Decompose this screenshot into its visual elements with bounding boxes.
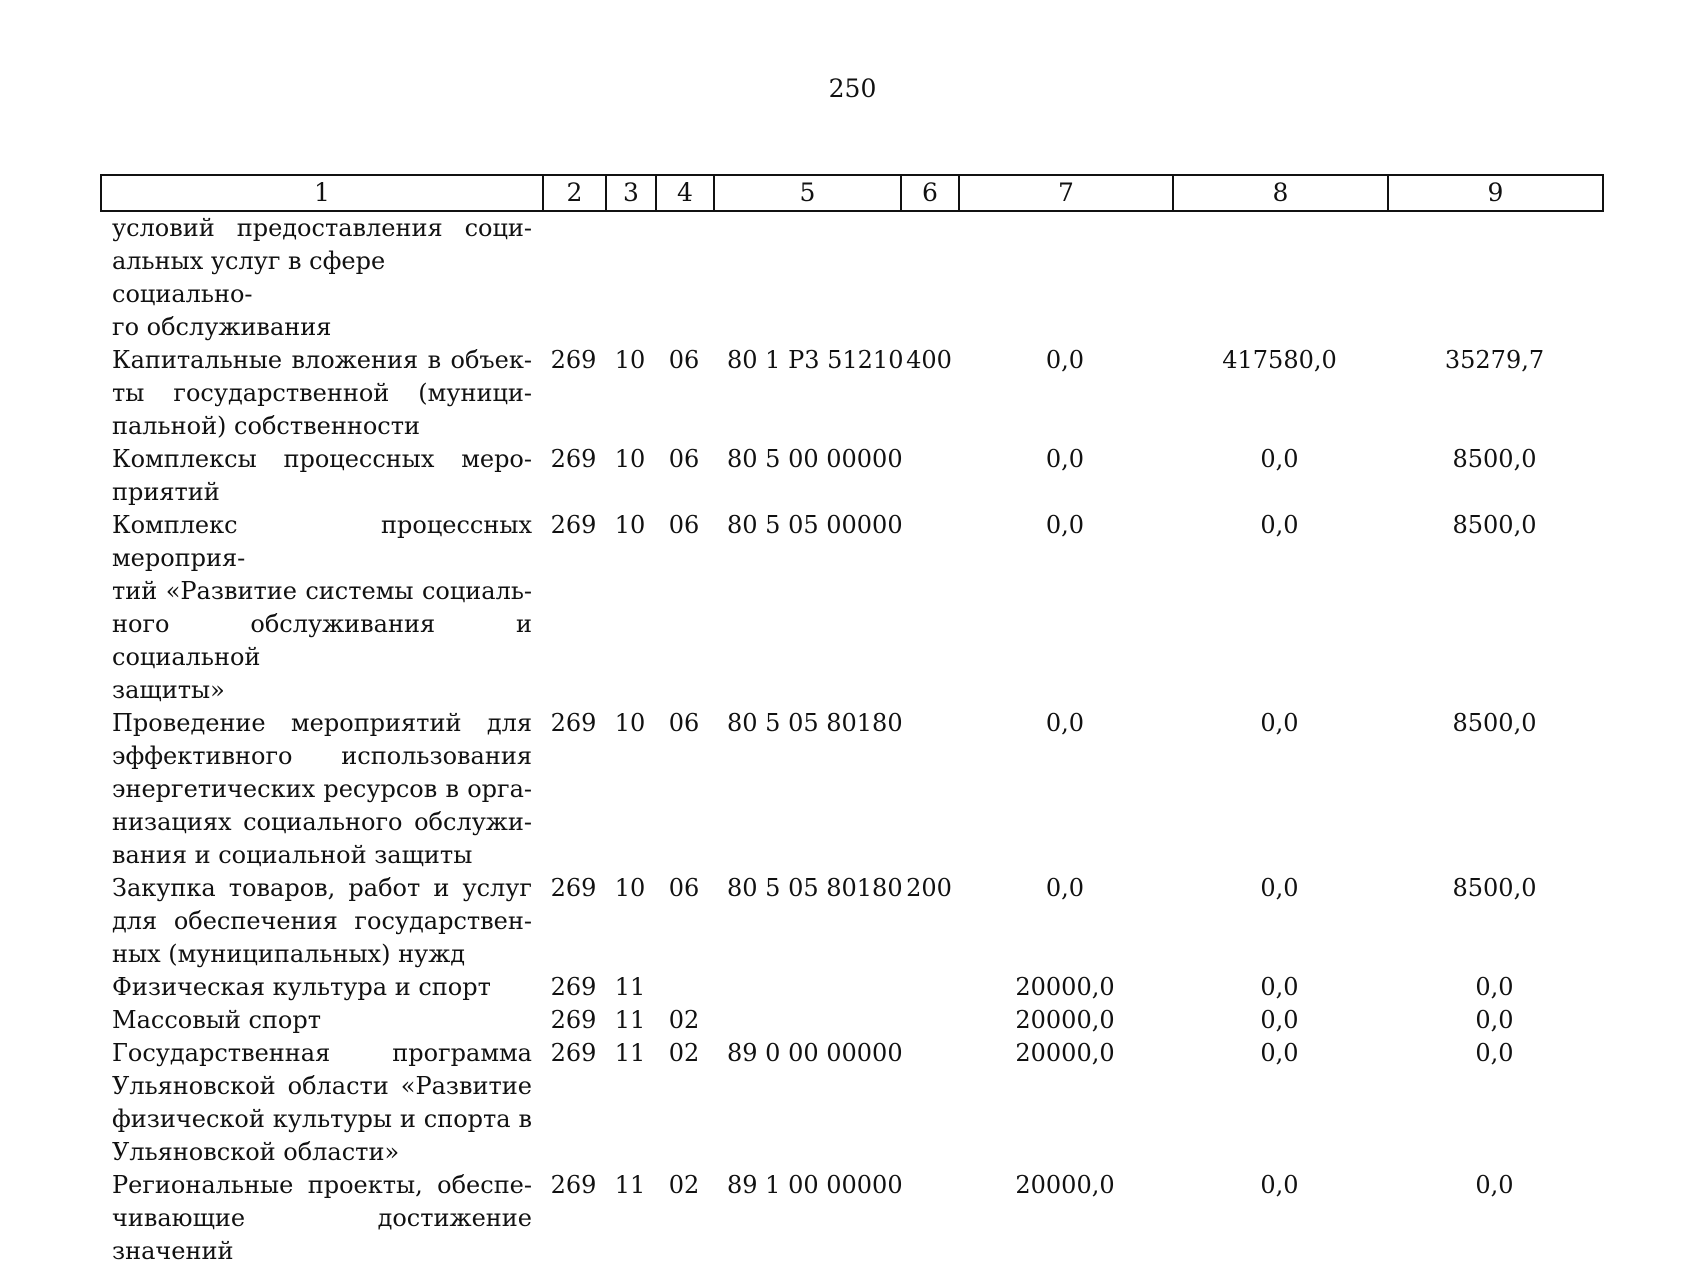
cell-item-name — [100, 1037, 542, 1169]
cell-expense-type — [900, 443, 958, 509]
item-name-line: Комплексы процессных меро- — [112, 445, 532, 473]
cell-ministry-code — [542, 212, 605, 344]
cell-subsection-code: 02 — [668, 1171, 700, 1199]
item-name-line: защиты» — [112, 676, 225, 704]
cell-expense-type — [900, 1004, 958, 1037]
cell-target-article: 80 1 Р3 51210 — [727, 346, 904, 374]
cell-amount-col7: 0,0 — [1045, 874, 1085, 902]
header-col-9: 9 — [1388, 175, 1603, 211]
cell-section-code: 10 — [614, 511, 646, 539]
cell-target-article — [713, 1004, 900, 1037]
item-name-line: Массовый спорт — [112, 1006, 321, 1034]
cell-ministry-code: 269 — [550, 1039, 597, 1067]
cell-subsection-code: 02 — [668, 1039, 700, 1067]
table-row — [100, 212, 1602, 344]
cell-expense-type — [900, 1169, 958, 1268]
table-row — [100, 872, 1602, 971]
cell-target-article: 80 5 05 80180 — [727, 874, 903, 902]
page-number: 250 — [828, 74, 877, 103]
cell-amount-col8 — [1172, 212, 1387, 344]
item-name-line: Физическая культура и спорт — [112, 973, 491, 1001]
cell-amount-col9: 8500,0 — [1452, 874, 1537, 902]
cell-target-article: 80 5 05 80180 — [727, 709, 903, 737]
item-name-line: го обслуживания — [112, 313, 332, 341]
header-col-5: 5 — [714, 175, 901, 211]
cell-amount-col8: 0,0 — [1260, 511, 1299, 539]
item-name-line: физической культуры и спорта в — [112, 1105, 532, 1133]
item-name-line: Проведение мероприятий для — [112, 709, 532, 737]
cell-section-code: 10 — [614, 874, 646, 902]
header-col-8: 8 — [1173, 175, 1388, 211]
cell-amount-col9: 0,0 — [1475, 1039, 1514, 1067]
cell-amount-col8: 0,0 — [1260, 1006, 1299, 1034]
cell-item-name — [100, 1004, 542, 1037]
cell-expense-type — [900, 707, 958, 872]
table-row — [100, 509, 1602, 707]
item-name-line: альных услуг в сфере социально- — [112, 247, 386, 308]
cell-subsection-code: 06 — [668, 709, 700, 737]
cell-subsection-code — [655, 971, 713, 1004]
cell-subsection-code: 06 — [668, 346, 700, 374]
header-col-1: 1 — [101, 175, 543, 211]
budget-table-body — [100, 212, 1602, 1268]
cell-expense-type — [900, 212, 958, 344]
cell-item-name — [100, 971, 542, 1004]
cell-item-name — [100, 1169, 542, 1268]
table-row — [100, 443, 1602, 509]
cell-subsection-code — [655, 212, 713, 344]
cell-amount-col7: 20000,0 — [1015, 973, 1115, 1001]
cell-expense-type: 400 — [906, 346, 952, 374]
cell-amount-col8: 0,0 — [1260, 874, 1299, 902]
header-col-2: 2 — [543, 175, 606, 211]
item-name-line: Ульяновской области» — [112, 1138, 400, 1166]
cell-section-code: 10 — [614, 346, 646, 374]
item-name-line: Государственная программа — [112, 1039, 532, 1067]
cell-amount-col7: 0,0 — [1045, 445, 1085, 473]
item-name-line: для обеспечения государствен- — [112, 907, 532, 935]
table-row — [100, 707, 1602, 872]
cell-amount-col7: 20000,0 — [1015, 1006, 1115, 1034]
cell-expense-type — [900, 509, 958, 707]
item-name-line: эффективного использования — [112, 742, 532, 770]
cell-subsection-code: 06 — [668, 874, 700, 902]
item-name-line: тий «Развитие системы социаль- — [112, 577, 532, 605]
cell-amount-col8: 0,0 — [1260, 973, 1299, 1001]
table-row — [100, 344, 1602, 443]
cell-amount-col9: 8500,0 — [1452, 445, 1537, 473]
cell-amount-col8: 0,0 — [1260, 1039, 1299, 1067]
cell-section-code: 11 — [614, 1171, 646, 1199]
cell-section-code: 11 — [614, 973, 646, 1001]
cell-ministry-code: 269 — [550, 511, 597, 539]
cell-ministry-code: 269 — [550, 346, 597, 374]
cell-amount-col7: 20000,0 — [1015, 1039, 1115, 1067]
cell-expense-type: 200 — [906, 874, 952, 902]
header-col-6: 6 — [901, 175, 959, 211]
item-name-line: вания и социальной защиты — [112, 841, 473, 869]
cell-ministry-code: 269 — [550, 709, 597, 737]
cell-target-article — [713, 212, 900, 344]
cell-target-article: 89 0 00 00000 — [727, 1039, 903, 1067]
item-name-line: энергетических ресурсов в орга- — [112, 775, 532, 803]
cell-target-article — [713, 971, 900, 1004]
cell-item-name — [100, 707, 542, 872]
header-col-3: 3 — [606, 175, 656, 211]
cell-subsection-code: 06 — [668, 445, 700, 473]
cell-amount-col8: 0,0 — [1260, 1171, 1299, 1199]
item-name-line: Ульяновской области «Развитие — [112, 1072, 532, 1100]
header-col-7: 7 — [959, 175, 1173, 211]
cell-section-code: 11 — [614, 1039, 646, 1067]
cell-section-code — [605, 212, 655, 344]
item-name-line: пальной) собственности — [112, 412, 420, 440]
item-name-line: условий предоставления соци- — [112, 214, 532, 242]
cell-amount-col7: 0,0 — [1045, 346, 1085, 374]
item-name-line: ного обслуживания и социальной — [112, 610, 532, 671]
cell-amount-col9: 0,0 — [1475, 1171, 1514, 1199]
cell-item-name — [100, 443, 542, 509]
cell-item-name — [100, 344, 542, 443]
cell-item-name — [100, 509, 542, 707]
item-name-line: низациях социального обслужи- — [112, 808, 532, 836]
cell-expense-type — [900, 1037, 958, 1169]
table-row — [100, 1037, 1602, 1169]
table-row — [100, 1169, 1602, 1268]
header-row — [101, 175, 1603, 211]
cell-target-article: 80 5 05 00000 — [727, 511, 903, 539]
cell-target-article: 80 5 00 00000 — [727, 445, 903, 473]
cell-amount-col9: 8500,0 — [1452, 709, 1537, 737]
cell-ministry-code: 269 — [550, 1171, 597, 1199]
item-name-line: Закупка товаров, работ и услуг — [112, 874, 532, 902]
table-row — [100, 1004, 1602, 1037]
item-name-line: ных (муниципальных) нужд — [112, 940, 466, 968]
cell-amount-col7: 20000,0 — [1015, 1171, 1115, 1199]
cell-amount-col9: 8500,0 — [1452, 511, 1537, 539]
cell-amount-col9 — [1387, 212, 1602, 344]
cell-ministry-code: 269 — [550, 1006, 597, 1034]
header-col-4: 4 — [656, 175, 714, 211]
cell-amount-col8: 0,0 — [1260, 445, 1299, 473]
cell-item-name — [100, 212, 542, 344]
cell-item-name — [100, 872, 542, 971]
cell-section-code: 11 — [614, 1006, 646, 1034]
cell-target-article: 89 1 00 00000 — [727, 1171, 903, 1199]
cell-amount-col8: 0,0 — [1260, 709, 1299, 737]
cell-section-code: 10 — [614, 709, 646, 737]
item-name-line: Капитальные вложения в объек- — [112, 346, 532, 374]
item-name-line: приятий — [112, 478, 220, 506]
cell-amount-col7: 0,0 — [1045, 709, 1085, 737]
cell-ministry-code: 269 — [550, 445, 597, 473]
table-row — [100, 971, 1602, 1004]
cell-ministry-code: 269 — [550, 874, 597, 902]
cell-subsection-code: 02 — [668, 1006, 700, 1034]
cell-amount-col7: 0,0 — [1045, 511, 1085, 539]
cell-amount-col8: 417580,0 — [1222, 346, 1337, 374]
cell-amount-col9: 0,0 — [1475, 1006, 1514, 1034]
item-name-line: чивающие достижение значений — [112, 1204, 532, 1265]
column-header-table — [100, 174, 1604, 212]
cell-amount-col9: 35279,7 — [1444, 346, 1545, 374]
cell-ministry-code: 269 — [550, 973, 597, 1001]
item-name-line: ты государственной (муници- — [112, 379, 532, 407]
cell-section-code: 10 — [614, 445, 646, 473]
cell-subsection-code: 06 — [668, 511, 700, 539]
item-name-line: Региональные проекты, обеспе- — [112, 1171, 532, 1199]
cell-expense-type — [900, 971, 958, 1004]
cell-amount-col9: 0,0 — [1475, 973, 1514, 1001]
item-name-line: Комплекс процессных мероприя- — [112, 511, 532, 572]
cell-amount-col7 — [958, 212, 1172, 344]
